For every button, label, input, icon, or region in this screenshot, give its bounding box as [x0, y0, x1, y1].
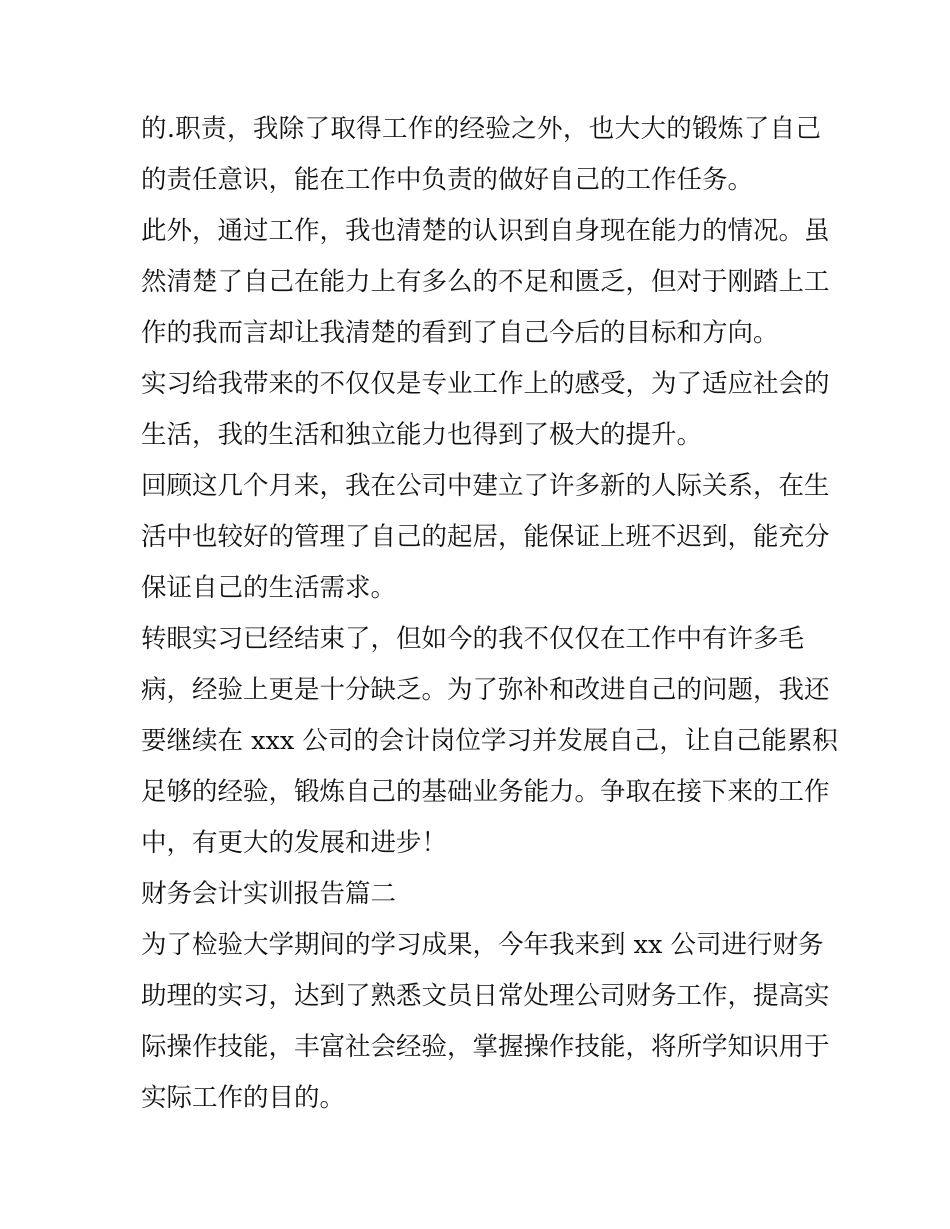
text-line: 的责任意识，能在工作中负责的做好自己的工作任务。	[141, 165, 754, 195]
text-line: 然清楚了自己在能力上有多么的不足和匮乏，但对于刚踏上工	[141, 267, 830, 297]
text-line: 助理的实习，达到了熟悉文员日常处理公司财务工作，提高实	[141, 981, 830, 1011]
text-line: 足够的经验，锻炼自己的基础业务能力。争取在接下来的工作	[141, 777, 830, 807]
text-line: 为了检验大学期间的学习成果，今年我来到 xx 公司进行财务	[141, 930, 824, 960]
text-line: 实习给我带来的不仅仅是专业工作上的感受，为了适应社会的	[141, 369, 830, 399]
text-line: 病，经验上更是十分缺乏。为了弥补和改进自己的问题，我还	[141, 675, 830, 705]
text-line: 生活，我的生活和独立能力也得到了极大的提升。	[141, 420, 703, 450]
section-heading: 财务会计实训报告篇二	[141, 879, 397, 909]
text-line: 保证自己的生活需求。	[141, 573, 397, 603]
text-line: 要继续在 xxx 公司的会计岗位学习并发展自己，让自己能累积	[141, 726, 838, 756]
text-line: 转眼实习已经结束了，但如今的我不仅仅在工作中有许多毛	[141, 624, 805, 654]
text-line: 中，有更大的发展和进步！	[141, 828, 448, 858]
text-line: 回顾这几个月来，我在公司中建立了许多新的人际关系，在生	[141, 471, 830, 501]
text-line: 际操作技能，丰富社会经验，掌握操作技能，将所学知识用于	[141, 1032, 830, 1062]
document-body	[141, 104, 838, 1124]
text-line: 作的我而言却让我清楚的看到了自己今后的目标和方向。	[141, 318, 779, 348]
text-line: 此外，通过工作，我也清楚的认识到自身现在能力的情况。虽	[141, 216, 830, 246]
text-line: 的.职责，我除了取得工作的经验之外，也大大的锻炼了自己	[141, 114, 821, 144]
text-line: 活中也较好的管理了自己的起居，能保证上班不迟到，能充分	[141, 522, 830, 552]
text-line: 实际工作的目的。	[141, 1083, 346, 1113]
